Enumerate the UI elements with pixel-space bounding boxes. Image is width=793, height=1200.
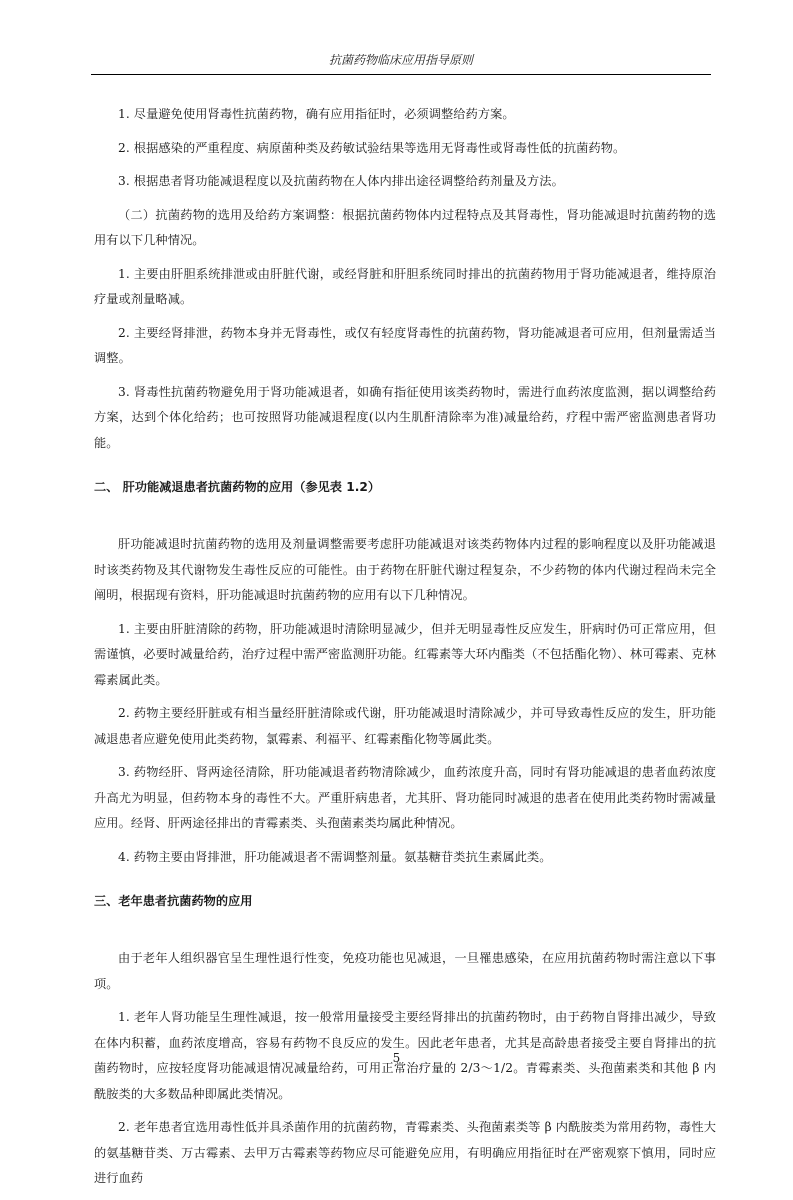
paragraph: 4. 药物主要由肾排泄，肝功能减退者不需调整剂量。氨基糖苷类抗生素属此类。 bbox=[118, 849, 552, 864]
document-body bbox=[94, 102, 716, 1200]
paragraph: 1. 主要由肝胆系统排泄或由肝脏代谢，或经肾脏和肝胆系统同时排出的抗菌药物用于肾功能减退者，维持原治疗量或剂量略减。 bbox=[94, 266, 716, 306]
paragraph: 2. 药物主要经肝脏或有相当量经肝脏清除或代谢，肝功能减退时清除减少，并可导致毒性反应的发生，肝功能减退患者应避免使用此类药物，氯霉素、利福平、红霉素酯化物等属此类。 bbox=[94, 706, 716, 746]
section-heading-liver: 二、 肝功能减退患者抗菌药物的应用（参见表 1.2） bbox=[94, 480, 381, 494]
page-number: 5 bbox=[392, 1051, 401, 1065]
paragraph: 1. 尽量避免使用肾毒性抗菌药物，确有应用指征时，必须调整给药方案。 bbox=[118, 107, 515, 121]
paragraph: 由于老年人组织器官呈生理性退行性变，免疫功能也见减退，一旦罹患感染，在应用抗菌药物时需注意以下事项。 bbox=[94, 951, 716, 991]
paragraph: 1. 主要由肝脏清除的药物，肝功能减退时清除明显减少，但并无明显毒性反应发生，肝病时仍可正常应用，但需谨慎，必要时减量给药，治疗过程中需严密监测肝功能。红霉素等大环内酯类（不包括酯化物）、林可霉素、克林霉素属此类。 bbox=[94, 621, 716, 687]
header-title: 抗菌药物临床应用指导原则 bbox=[328, 53, 473, 67]
page-header bbox=[91, 52, 711, 75]
section-heading-elderly: 三、老年患者抗菌药物的应用 bbox=[94, 894, 253, 908]
paragraph: 3. 药物经肝、肾两途径清除，肝功能减退者药物清除减少，血药浓度升高，同时有肾功能减退的患者血药浓度升高尤为明显，但药物本身的毒性不大。严重肝病患者，尤其肝、肾功能同时减退的患者在使用此类药物时需减量应用。经肾、肝两途径排出的青霉素类、头孢菌素类均属此种情况。 bbox=[94, 765, 716, 830]
paragraph: 2. 根据感染的严重程度、病原菌种类及药敏试验结果等选用无肾毒性或肾毒性低的抗菌药物。 bbox=[118, 140, 626, 155]
paragraph: 肝功能减退时抗菌药物的选用及剂量调整需要考虑肝功能减退对该类药物体内过程的影响程度以及肝功能减退时该类药物及其代谢物发生毒性反应的可能性。由于药物在肝脏代谢过程复杂，不少药物的体内代谢过程尚未完全阐明，根据现有资料，肝功能减退时抗菌药物的应用有以下几种情况。 bbox=[94, 537, 716, 602]
paragraph: 2. 主要经肾排泄，药物本身并无肾毒性，或仅有轻度肾毒性的抗菌药物，肾功能减退者可应用，但剂量需适当调整。 bbox=[94, 325, 716, 365]
paragraph: 1. 老年人肾功能呈生理性减退，按一般常用量接受主要经肾排出的抗菌药物时，由于药物自肾排出减少，导致在体内积蓄，血药浓度增高，容易有药物不良反应的发生。因此老年患者，尤其是高龄患者接受主要自肾排出的抗菌药物时，应按轻度肾功能减退情况减量给药，可用正常治疗量的 2/3～1/2。青霉素类、头孢菌素类和其他 β 内酰胺类的大多数品种即属此类情况。 bbox=[94, 1010, 716, 1101]
paragraph: （二）抗菌药物的选用及给药方案调整：根据抗菌药物体内过程特点及其肾毒性，肾功能减退时抗菌药物的选用有以下几种情况。 bbox=[94, 207, 716, 247]
paragraph: 2. 老年患者宜选用毒性低并具杀菌作用的抗菌药物，青霉素类、头孢菌素类等 β 内酰胺类为常用药物，毒性大的氨基糖苷类、万古霉素、去甲万古霉素等药物应尽可能避免应用，有明确应用指征时在严密观察下慎用，同时应进行血药 bbox=[94, 1120, 716, 1185]
paragraph: 3. 根据患者肾功能减退程度以及抗菌药物在人体内排出途径调整给药剂量及方法。 bbox=[118, 174, 564, 188]
paragraph: 3. 肾毒性抗菌药物避免用于肾功能减退者，如确有指征使用该类药物时，需进行血药浓度监测，据以调整给药方案，达到个体化给药；也可按照肾功能减退程度(以内生肌酐清除率为准)减量给药，疗程中需严密监测患者肾功能。 bbox=[94, 384, 716, 450]
